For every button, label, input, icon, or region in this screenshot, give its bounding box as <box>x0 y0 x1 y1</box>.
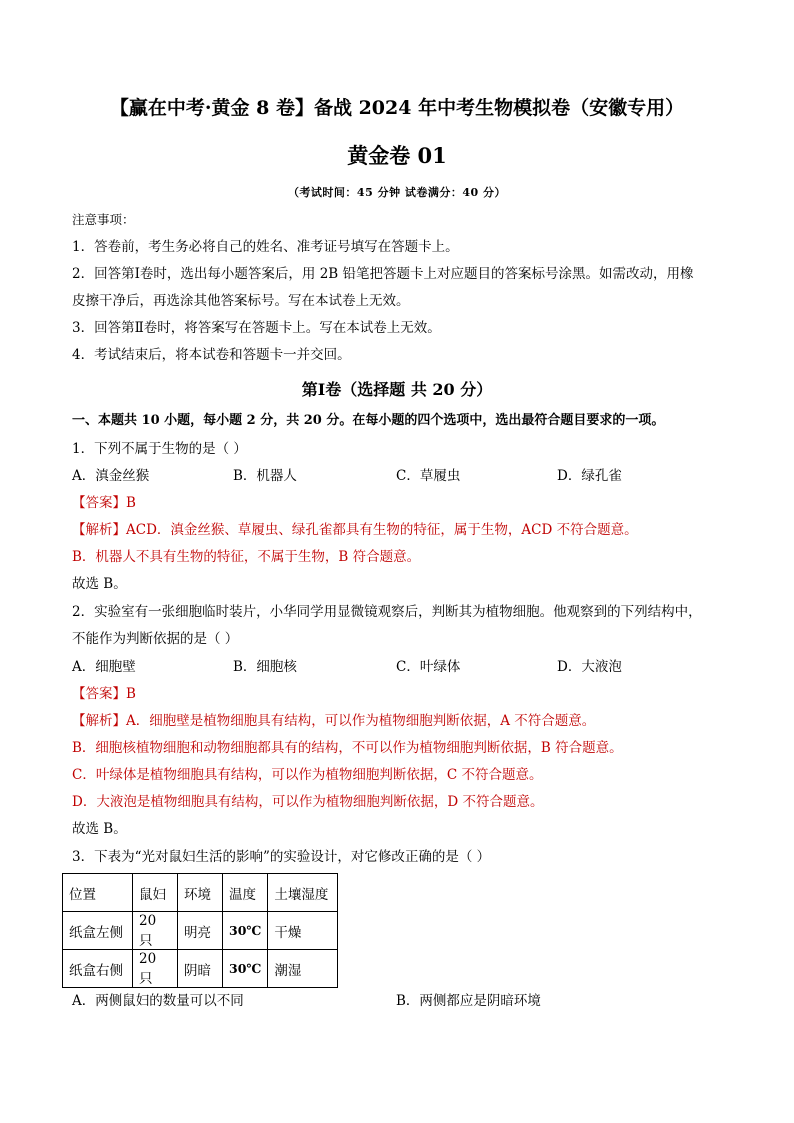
q2-stem: 不能作为判断依据的是（ ） <box>72 631 239 647</box>
q1-analysis-line: B．机器人不具有生物的特征，不属于生物，B 符合题意。 <box>72 549 421 565</box>
document-title: 【赢在中考·黄金 8 卷】备战 2024 年中考生物模拟卷（安徽专用） <box>109 97 685 119</box>
table-cell: 干燥 <box>268 912 338 950</box>
note-item: 2．回答第Ⅰ卷时，选出每小题答案后，用 2B 铅笔把答题卡上对应题目的答案标号涂黑。如需改动，用橡 <box>72 266 694 282</box>
q2-option-a: A．细胞壁 <box>72 659 136 675</box>
q2-option-d: D．大液泡 <box>557 659 622 675</box>
q3-table <box>62 873 338 988</box>
table-row <box>63 912 338 950</box>
table-cell: 潮湿 <box>268 950 338 988</box>
table-cell: 纸盒右侧 <box>63 950 133 988</box>
note-item: 1．答卷前，考生务必将自己的姓名、准考证号填写在答题卡上。 <box>72 239 459 255</box>
q1-answer <box>72 494 136 512</box>
table-cell: 明亮 <box>178 912 223 950</box>
analysis-text: ACD．滇金丝猴、草履虫、绿孔雀都具有生物的特征，属于生物，ACD 不符合题意。 <box>126 522 638 538</box>
q3-option-a: A．两侧鼠妇的数量可以不同 <box>72 993 244 1009</box>
q2-analysis-line: B．细胞核植物细胞和动物细胞都具有的结构，不可以作为植物细胞判断依据，B 符合题意。 <box>72 740 623 756</box>
analysis-text: A．细胞壁是植物细胞具有结构，可以作为植物细胞判断依据，A 不符合题意。 <box>126 713 596 729</box>
table-header-cell: 鼠妇 <box>133 874 178 912</box>
q1-option-c: C．草履虫 <box>396 468 461 484</box>
q2-conclusion: 故选 B。 <box>72 821 127 837</box>
table-header-cell: 温度 <box>223 874 268 912</box>
table-cell: 30℃ <box>223 950 268 988</box>
answer-label: 【答案】 <box>72 495 126 511</box>
q2-answer <box>72 685 136 703</box>
table-header-cell: 位置 <box>63 874 133 912</box>
table-header-row <box>63 874 338 912</box>
q2-option-c: C．叶绿体 <box>396 659 461 675</box>
q3-stem: 3．下表为“光对鼠妇生活的影响”的实验设计，对它修改正确的是（ ） <box>72 849 491 865</box>
note-item: 4．考试结束后，将本试卷和答题卡一并交回。 <box>72 347 351 363</box>
q1-option-d: D．绿孔雀 <box>557 468 622 484</box>
notes-heading: 注意事项： <box>72 212 135 227</box>
note-item: 皮擦干净后，再选涂其他答案标号。写在本试卷上无效。 <box>72 293 410 309</box>
analysis-label: 【解析】 <box>72 713 126 729</box>
answer-label: 【答案】 <box>72 686 126 702</box>
q2-analysis-line: D．大液泡是植物细胞具有结构，可以作为植物细胞判断依据，D 不符合题意。 <box>72 794 544 810</box>
table-header-cell: 土壤湿度 <box>268 874 338 912</box>
q2-analysis-line <box>72 712 595 730</box>
table-cell: 20 只 <box>133 950 178 988</box>
table-row <box>63 950 338 988</box>
q1-stem: 1．下列不属于生物的是（ ） <box>72 441 247 457</box>
table-header-cell: 环境 <box>178 874 223 912</box>
answer-value: B <box>126 495 136 511</box>
table-cell: 20 只 <box>133 912 178 950</box>
q1-conclusion: 故选 B。 <box>72 576 127 592</box>
table-cell: 30℃ <box>223 912 268 950</box>
q3-option-b: B．两侧都应是阴暗环境 <box>396 993 541 1009</box>
q1-option-a: A．滇金丝猴 <box>72 468 150 484</box>
q2-stem: 2．实验室有一张细胞临时装片，小华同学用显微镜观察后，判断其为植物细胞。他观察到的下列结构中， <box>72 604 702 620</box>
document-subtitle: 黄金卷 01 <box>347 143 447 168</box>
q1-option-b: B．机器人 <box>233 468 297 484</box>
note-item: 3．回答第Ⅱ卷时，将答案写在答题卡上。写在本试卷上无效。 <box>72 320 441 336</box>
analysis-label: 【解析】 <box>72 522 126 538</box>
exam-info: （考试时间：45 分钟 试卷满分：40 分） <box>287 186 507 199</box>
section-title: 第Ⅰ卷（选择题 共 20 分） <box>301 380 493 399</box>
q2-analysis-line: C．叶绿体是植物细胞具有结构，可以作为植物细胞判断依据，C 不符合题意。 <box>72 767 543 783</box>
table-cell: 阴暗 <box>178 950 223 988</box>
table-cell: 纸盒左侧 <box>63 912 133 950</box>
section-instruction: 一、本题共 10 小题，每小题 2 分，共 20 分。在每小题的四个选项中，选出最符合题目要求的一项。 <box>72 413 665 428</box>
answer-value: B <box>126 686 136 702</box>
q1-analysis-line <box>72 521 638 539</box>
q2-option-b: B．细胞核 <box>233 659 297 675</box>
